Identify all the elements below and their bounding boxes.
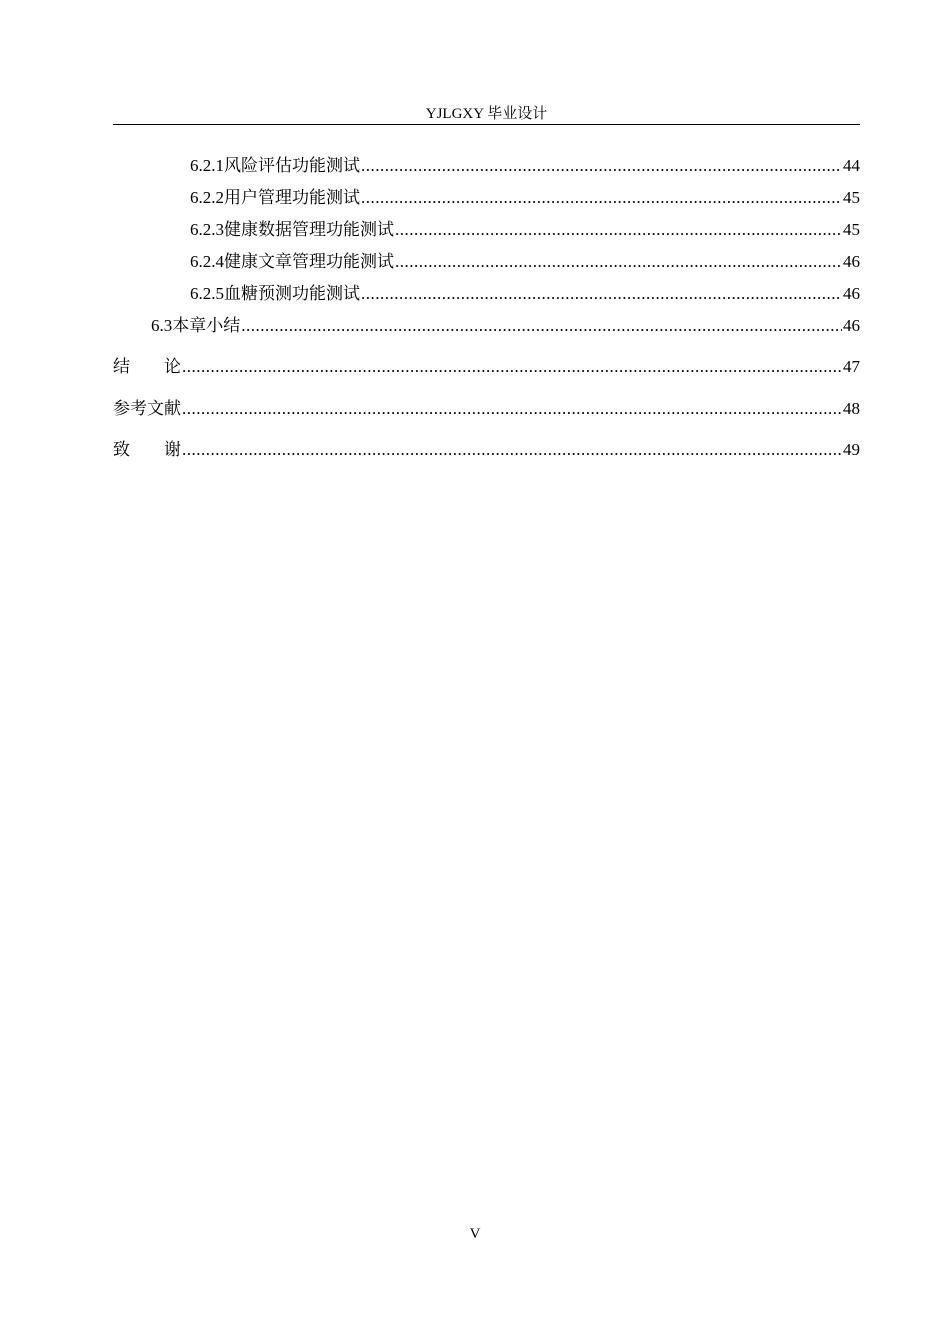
toc-dot-leader [361, 186, 842, 210]
page-header: YJLGXY 毕业设计 [425, 106, 548, 122]
toc-entry-title: 本章小结 [172, 316, 241, 335]
toc-entry-title: 致 谢 [113, 440, 181, 459]
toc-entry-number: 6.2.4 [190, 252, 224, 271]
toc-entry-page: 48 [843, 399, 860, 418]
toc-entry-number: 6.2.1 [190, 156, 224, 175]
toc-entry-6-2-2[interactable] [113, 186, 860, 210]
toc-entry-6-2-4[interactable] [113, 250, 860, 274]
toc-entry-page: 47 [843, 357, 860, 376]
toc-dot-leader [361, 154, 842, 178]
toc-entry-title: 健康数据管理功能测试 [224, 220, 394, 239]
toc-entry-page: 49 [843, 440, 860, 459]
toc-entry-title: 用户管理功能测试 [224, 188, 360, 207]
toc-entry-6-2-3[interactable] [113, 218, 860, 242]
toc-entry-title: 健康文章管理功能测试 [224, 252, 394, 271]
toc-entry-page: 44 [843, 156, 860, 175]
toc-entry-title: 血糖预测功能测试 [224, 284, 360, 303]
toc-dot-leader [395, 218, 842, 242]
toc-entry-conclusion[interactable] [113, 355, 860, 379]
toc-dot-leader [395, 250, 842, 274]
toc-entry-page: 45 [843, 220, 860, 239]
toc-dot-leader [361, 282, 842, 306]
toc-entry-title: 风险评估功能测试 [224, 156, 360, 175]
toc-dot-leader [182, 355, 842, 379]
toc-entry-number: 6.2.3 [190, 220, 224, 239]
toc-entry-6-2-5[interactable] [113, 282, 860, 306]
toc-entry-number: 6.2.2 [190, 188, 224, 207]
page-number: V [469, 1226, 481, 1242]
toc-dot-leader [182, 438, 842, 462]
toc-entry-number: 6.3 [151, 316, 173, 335]
header-rule [113, 124, 860, 125]
toc-dot-leader [182, 397, 842, 421]
toc-entry-6-3[interactable] [113, 314, 860, 338]
toc-entry-6-2-1[interactable] [113, 154, 860, 178]
toc-dot-leader [241, 314, 842, 338]
toc-entry-acknowledgements[interactable] [113, 438, 860, 462]
toc-entry-references[interactable] [113, 397, 860, 421]
toc-entry-number: 6.2.5 [190, 284, 224, 303]
toc-entry-title: 参考文献 [113, 399, 181, 418]
toc-entry-page: 46 [843, 252, 860, 271]
toc-entry-page: 46 [843, 284, 860, 303]
toc-entry-page: 46 [843, 316, 860, 335]
toc-entry-title: 结 论 [113, 357, 181, 376]
toc-entry-page: 45 [843, 188, 860, 207]
